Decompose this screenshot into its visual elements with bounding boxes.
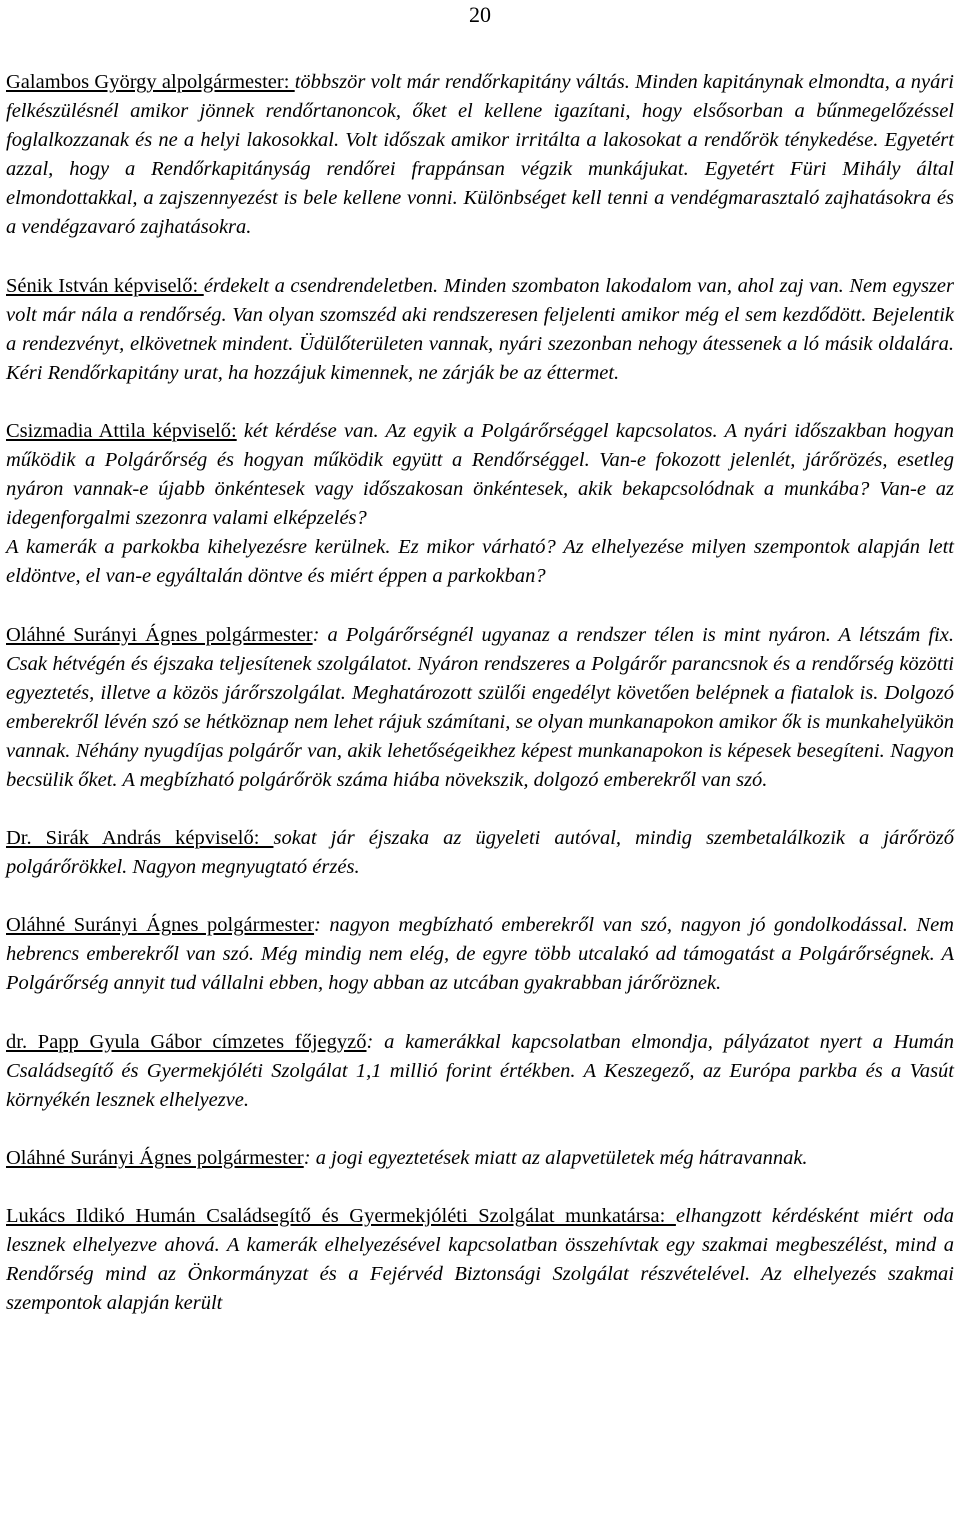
paragraph-sirak: [6, 824, 954, 882]
speaker-name: Oláhné Surányi Ágnes polgármester: [6, 1146, 304, 1169]
paragraph-csizmadia: [6, 417, 954, 533]
speaker-name: Oláhné Surányi Ágnes polgármester: [6, 623, 313, 646]
paragraph-text: két kérdése van. Az egyik a Polgárőrséggel kapcsolatos. A nyári időszakban hogyan működik a Polgárőrség és hogyan működik együtt a Rendőrséggel. Van-e fokozott jelenlét, járőrözés, esetleg nyáron vannak-e újabb önkéntesek vagy időszakosan önkéntesek, akik bekapcsolódnak a munkába? Van-e az idegenforgalmi szezonra valami elképzelés?: [6, 419, 954, 530]
document-body: [6, 68, 954, 1318]
speaker-name: Lukács Ildikó Humán Családsegítő és Gyermekjóléti Szolgálat munkatársa:: [6, 1204, 676, 1227]
paragraph-text: : a Polgárőrségnél ugyanaz a rendszer télen is mint nyáron. A létszám fix. Csak hétvégén és éjszaka teljesítenek szolgálatot. Nyáron rendszeres a Polgárőr parancsnok és a rendőrség közötti egyeztetés, illetve a közös járőrszolgálat. Meghatározott szülői engedélyt követően belépnek a fiatalok is. Dolgozó emberekről lévén szó se hétköznap nem lehet rájuk számítani, se olyan munkanapokon amikor ők is munkahelyükön vannak. Néhány nyugdíjas polgárőr van, akik lehetőségeikhez képest munkanapokon is képesek besegíteni. Nagyon becsülik őket. A megbízható polgárőrök száma hiába növekszik, dolgozó emberekről van szó.: [6, 623, 954, 791]
paragraph-papp: [6, 1028, 954, 1115]
paragraph-olahne-3: [6, 1144, 954, 1173]
paragraph-text: érdekelt a csendrendeletben. Minden szombaton lakodalom van, ahol zaj van. Nem egyszer volt már nála a rendőrség. Van olyan szomszéd aki rendszeresen feljelenti amikor még el sem kezdődött. Bejelentik a rendezvényt, elkövetnek mindent. Üdülőterületen vannak, nyári szezonban nehogy átessenek a ló másik oldalára. Kéri Rendőrkapitány urat, ha hozzájuk kimennek, ne zárják be az éttermet.: [6, 274, 954, 384]
paragraph-text: : a jogi egyeztetések miatt az alapvetületek még hátravannak.: [303, 1146, 808, 1169]
paragraph-text: : nagyon megbízható emberekről van szó, nagyon jó gondolkodással. Nem hebrencs emberekről van szó. Még mindig nem elég, de egyre több utcalakó ad támogatást a Polgárőrségnek. A Polgárőrség annyit tud vállalni ebben, hogy abban az utcában gyakrabban járőröznek.: [6, 914, 954, 995]
paragraph-text: A kamerák a parkokba kihelyezésre kerülnek. Ez mikor várható? Az elhelyezése milyen szempontok alapján lett eldöntve, el van-e egyáltalán döntve és miért éppen a parkokban?: [6, 536, 954, 588]
speaker-name: Dr. Sirák András képviselő:: [6, 827, 274, 850]
speaker-name: Oláhné Surányi Ágnes polgármester: [6, 914, 315, 937]
speaker-name: Galambos György alpolgármester:: [6, 71, 295, 93]
paragraph-text: : a kamerákkal kapcsolatban elmondja, pályázatot nyert a Humán Családsegítő és Gyermekjóléti Szolgálat 1,1 millió forint értékben. A Keszegező, az Európa parkba és a Vasút környékén lesznek elhelyezve.: [6, 1030, 954, 1111]
speaker-name: Csizmadia Attila képviselő:: [6, 419, 237, 442]
paragraph-senik: [6, 272, 954, 388]
paragraph-olahne-2: [6, 911, 954, 998]
paragraph-olahne-1: [6, 621, 954, 796]
paragraph-galambos: [6, 68, 954, 243]
speaker-name: Sénik István képviselő:: [6, 274, 204, 297]
paragraph-text: többször volt már rendőrkapitány váltás. Minden kapitánynak elmondta, a nyári felkészülésnél amikor jönnek rendőrtanoncok, őket el kellene igazítani, hogy elsősorban a bűnmegelőzéssel foglalkozzanak és ne a helyi lakosokkal. Volt időszak amikor irritálta a lakosokat a rendőrök ténykedése. Egyetért azzal, hogy a Rendőrkapitányság rendőrei frappánsan végzik munkájukat. Egyetért Füri Mihály által elmondottakkal, a zajszennyezést is bele kellene vonni. Különbséget kell tenni a vendégmarasztaló zajhatásokra és a vendégzavaró zajhatásokra.: [6, 71, 954, 239]
page-number: 20: [469, 2, 491, 27]
paragraph-cameras-question: [6, 533, 954, 591]
paragraph-text: sokat jár éjszaka az ügyeleti autóval, mindig szembetalálkozik a járőröző polgárőrökkel. Nagyon megnyugtató érzés.: [6, 827, 954, 879]
paragraph-lukacs: [6, 1202, 954, 1318]
paragraph-text: elhangzott kérdésként miért oda lesznek elhelyezve ahová. A kamerák elhelyezésével kapcsolatban összehívtak egy szakmai megbeszélést, mind a Rendőrség mind az Önkormányzat és a Fejérvéd Biztonsági Szolgálat részvételével. Az elhelyezés szakmai szempontok alapján került: [6, 1204, 954, 1315]
speaker-name: dr. Papp Gyula Gábor címzetes főjegyző: [6, 1030, 367, 1053]
